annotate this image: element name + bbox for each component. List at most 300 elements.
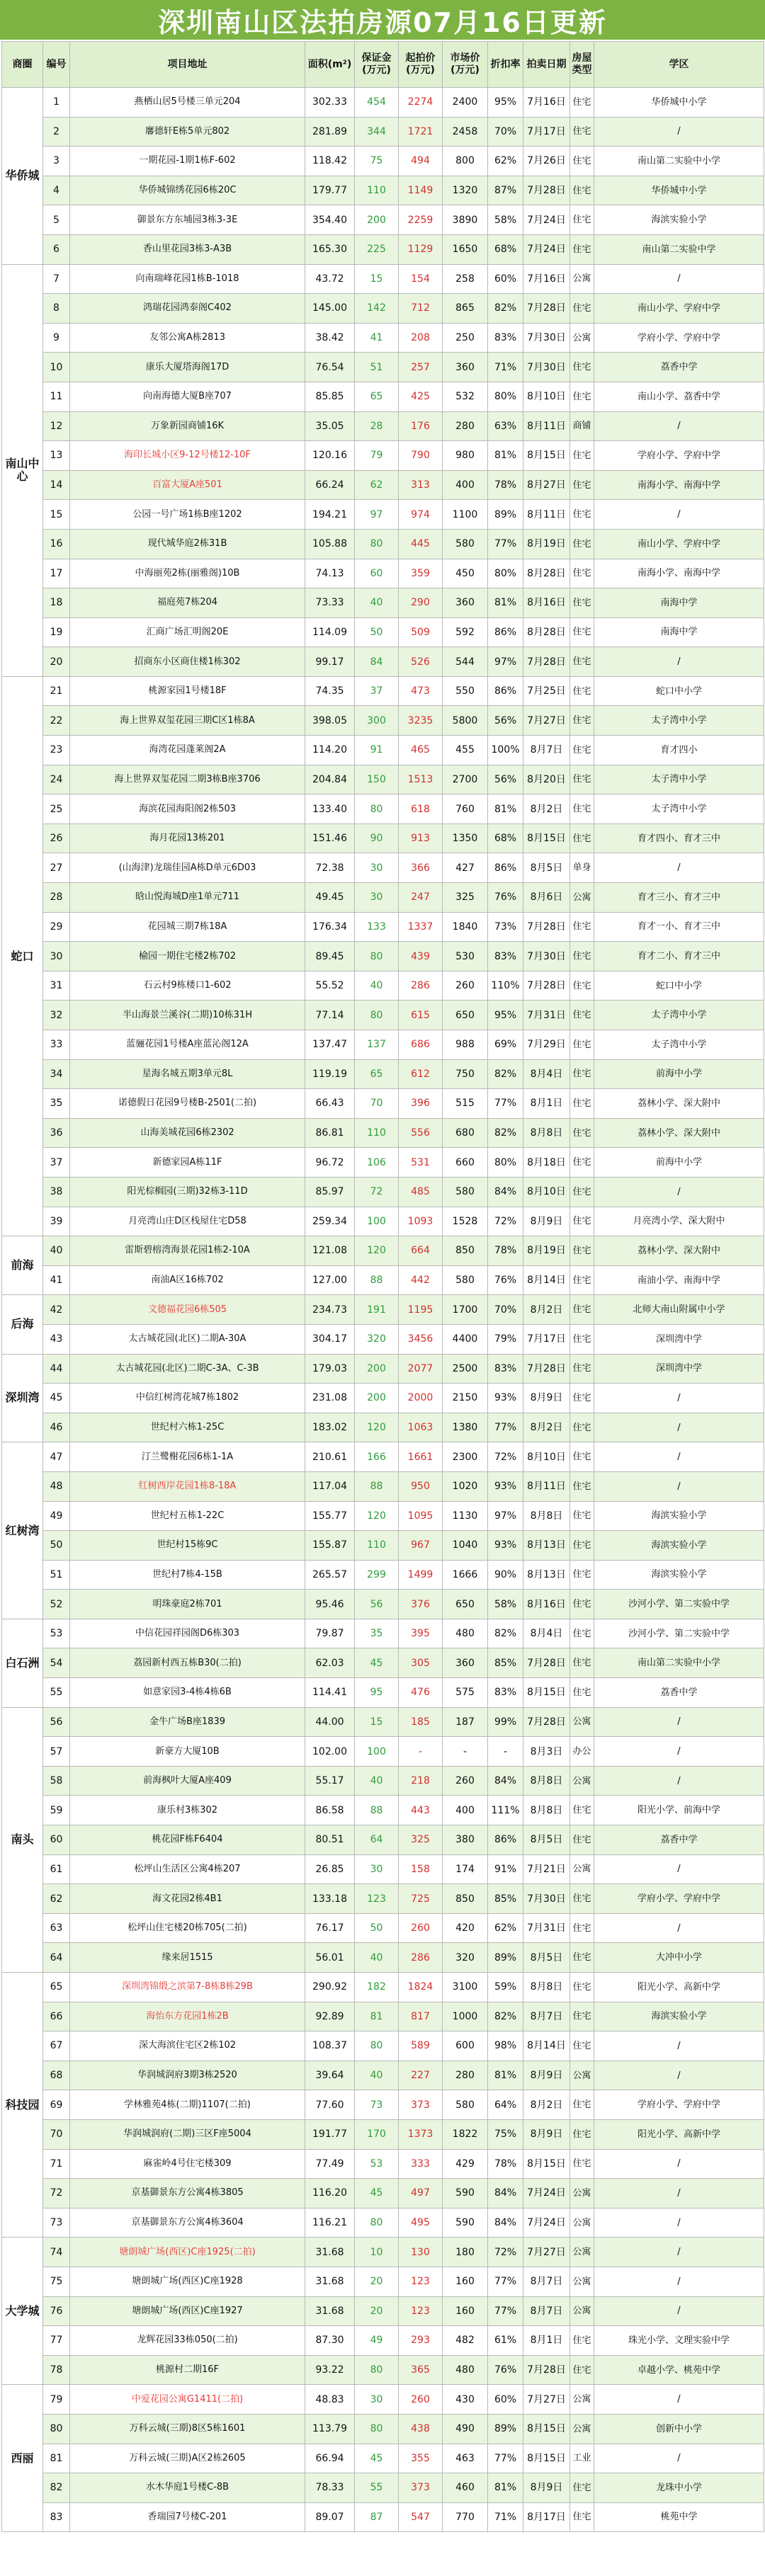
project-cell: 金牛广场B座1839 [70, 1707, 305, 1737]
school-cell: 海滨实验小学 [594, 1531, 764, 1561]
date-cell: 7月16日 [523, 88, 570, 118]
area-cell: 231.08 [305, 1384, 355, 1413]
table-row [2, 500, 764, 530]
date-cell: 8月9日 [523, 1384, 570, 1413]
deposit-cell: 320 [355, 1324, 399, 1354]
discount-cell: 60% [488, 2385, 523, 2415]
discount-cell: 63% [488, 411, 523, 441]
market-price-cell: 400 [443, 1796, 488, 1825]
start-price-cell: 3456 [399, 1324, 443, 1354]
area-cell: 281.89 [305, 117, 355, 147]
date-cell: 7月21日 [523, 1854, 570, 1884]
type-cell: 住宅 [570, 912, 594, 942]
deposit-cell: 55 [355, 2473, 399, 2503]
discount-cell: 82% [488, 1118, 523, 1148]
type-cell: 住宅 [570, 971, 594, 1001]
start-price-cell: 817 [399, 2002, 443, 2031]
area-cell: 56.01 [305, 1943, 355, 1973]
area-cell: 259.34 [305, 1207, 355, 1236]
start-price-cell: 158 [399, 1854, 443, 1884]
type-cell: 公寓 [570, 2385, 594, 2415]
date-cell: 7月31日 [523, 1001, 570, 1030]
table-row [2, 1766, 764, 1796]
date-cell: 8月28日 [523, 617, 570, 647]
area-cell: 118.42 [305, 147, 355, 176]
discount-cell: 75% [488, 2119, 523, 2149]
table-row [2, 765, 764, 794]
number-cell: 48 [43, 1471, 70, 1501]
type-cell: 住宅 [570, 1295, 594, 1325]
number-cell: 73 [43, 2208, 70, 2238]
table-row [2, 1973, 764, 2002]
start-price-cell: 260 [399, 1913, 443, 1943]
project-cell: 世纪村六栋1-25C [70, 1413, 305, 1442]
deposit-cell: 70 [355, 1089, 399, 1119]
area-cell: 304.17 [305, 1324, 355, 1354]
district-cell: 蛇口 [2, 676, 43, 1236]
area-cell: 76.17 [305, 1913, 355, 1943]
discount-cell: 93% [488, 1531, 523, 1561]
market-price-cell: 590 [443, 2179, 488, 2209]
market-price-cell: 1020 [443, 1471, 488, 1501]
type-cell: 公寓 [570, 2179, 594, 2209]
deposit-cell: 49 [355, 2326, 399, 2356]
school-cell: 育才四小、育才三中 [594, 823, 764, 853]
table-row [2, 617, 764, 647]
project-cell: 水木华庭1号楼C-8B [70, 2473, 305, 2503]
date-cell: 8月16日 [523, 1590, 570, 1619]
table-row [2, 1943, 764, 1973]
type-cell: 住宅 [570, 1089, 594, 1119]
number-cell: 35 [43, 1089, 70, 1119]
table-row [2, 1089, 764, 1119]
area-cell: 55.52 [305, 971, 355, 1001]
page-title: 深圳南山区法拍房源07月16日更新 [0, 0, 765, 40]
area-cell: 62.03 [305, 1648, 355, 1678]
market-price-cell: 480 [443, 2355, 488, 2385]
deposit-cell: 100 [355, 1207, 399, 1236]
market-price-cell: 430 [443, 2385, 488, 2415]
school-cell: / [594, 2149, 764, 2179]
table-row [2, 794, 764, 824]
market-price-cell: 530 [443, 942, 488, 971]
date-cell: 8月14日 [523, 2031, 570, 2061]
date-cell: 7月28日 [523, 1648, 570, 1678]
project-cell: 塘朗城广场(西区)C座1928 [70, 2267, 305, 2296]
deposit-cell: 56 [355, 1590, 399, 1619]
deposit-cell: 65 [355, 1059, 399, 1089]
table-row [2, 2473, 764, 2503]
table-row [2, 1265, 764, 1295]
deposit-cell: 80 [355, 2208, 399, 2238]
type-cell: 住宅 [570, 1531, 594, 1561]
date-cell: 8月15日 [523, 2444, 570, 2473]
type-cell: 住宅 [570, 1796, 594, 1825]
number-cell: 47 [43, 1442, 70, 1472]
project-cell: 康乐大厦塔海阁17D [70, 353, 305, 382]
area-cell: 86.58 [305, 1796, 355, 1825]
area-cell: 92.89 [305, 2002, 355, 2031]
date-cell: 8月7日 [523, 2002, 570, 2031]
project-cell: 汇商广场汇明阁20E [70, 617, 305, 647]
area-cell: 66.43 [305, 1089, 355, 1119]
date-cell: 8月13日 [523, 1531, 570, 1561]
area-cell: 127.00 [305, 1265, 355, 1295]
date-cell: 8月2日 [523, 794, 570, 824]
start-price-cell: 1373 [399, 2119, 443, 2149]
table-row [2, 971, 764, 1001]
school-cell: / [594, 2267, 764, 2296]
number-cell: 69 [43, 2090, 70, 2120]
project-cell: 向南海德大厦B座707 [70, 382, 305, 411]
number-cell: 46 [43, 1413, 70, 1442]
discount-cell: 80% [488, 382, 523, 411]
number-cell: 61 [43, 1854, 70, 1884]
market-price-cell: 575 [443, 1678, 488, 1708]
discount-cell: 72% [488, 1442, 523, 1472]
school-cell: 阳光小学、前海中学 [594, 1796, 764, 1825]
discount-cell: 72% [488, 1207, 523, 1236]
number-cell: 64 [43, 1943, 70, 1973]
deposit-cell: 45 [355, 2444, 399, 2473]
district-cell: 前海 [2, 1236, 43, 1295]
project-cell: 海印长城小区9-12号楼12-10F [70, 441, 305, 471]
table-row [2, 470, 764, 500]
type-cell: 住宅 [570, 1207, 594, 1236]
date-cell: 7月24日 [523, 2208, 570, 2238]
header-market-price: 市场价(万元) [443, 42, 488, 88]
school-cell: 学府小学、学府中学 [594, 1884, 764, 1914]
type-cell: 住宅 [570, 1030, 594, 1060]
table-row [2, 647, 764, 677]
area-cell: 77.49 [305, 2149, 355, 2179]
project-cell: 花园城三期7栋18A [70, 912, 305, 942]
market-price-cell: 1528 [443, 1207, 488, 1236]
table-row [2, 912, 764, 942]
date-cell: 7月28日 [523, 912, 570, 942]
area-cell: 155.77 [305, 1501, 355, 1531]
type-cell: 住宅 [570, 1560, 594, 1590]
start-price-cell: 286 [399, 1943, 443, 1973]
deposit-cell: 65 [355, 382, 399, 411]
school-cell: 学府小学、学府中学 [594, 2090, 764, 2120]
type-cell: 住宅 [570, 117, 594, 147]
table-row [2, 1590, 764, 1619]
type-cell: 住宅 [570, 942, 594, 971]
discount-cell: 78% [488, 470, 523, 500]
discount-cell: 81% [488, 588, 523, 618]
table-row [2, 1177, 764, 1207]
date-cell: 7月17日 [523, 117, 570, 147]
number-cell: 41 [43, 1265, 70, 1295]
start-price-cell: 712 [399, 294, 443, 324]
area-cell: 113.79 [305, 2414, 355, 2444]
number-cell: 34 [43, 1059, 70, 1089]
number-cell: 26 [43, 823, 70, 853]
discount-cell: 89% [488, 1943, 523, 1973]
deposit-cell: 73 [355, 2090, 399, 2120]
deposit-cell: 40 [355, 2061, 399, 2090]
school-cell: / [594, 2444, 764, 2473]
number-cell: 45 [43, 1384, 70, 1413]
discount-cell: 111% [488, 1796, 523, 1825]
project-cell: 世纪村15栋9C [70, 1531, 305, 1561]
school-cell: 桃苑中学 [594, 2502, 764, 2532]
project-cell: 星海名城五期3单元8L [70, 1059, 305, 1089]
market-price-cell: 427 [443, 853, 488, 883]
project-cell: 榆园一期住宅楼2栋702 [70, 942, 305, 971]
market-price-cell: 1700 [443, 1295, 488, 1325]
number-cell: 28 [43, 883, 70, 913]
discount-cell: 86% [488, 853, 523, 883]
market-price-cell: 590 [443, 2208, 488, 2238]
discount-cell: 86% [488, 1825, 523, 1855]
market-price-cell: 1650 [443, 234, 488, 264]
start-price-cell: 227 [399, 2061, 443, 2090]
deposit-cell: 170 [355, 2119, 399, 2149]
discount-cell: 62% [488, 1913, 523, 1943]
number-cell: 17 [43, 559, 70, 588]
market-price-cell: 280 [443, 2061, 488, 2090]
table-row [2, 441, 764, 471]
market-price-cell: 865 [443, 294, 488, 324]
district-cell: 西丽 [2, 2385, 43, 2532]
number-cell: 56 [43, 1707, 70, 1737]
table-row [2, 2502, 764, 2532]
type-cell: 住宅 [570, 441, 594, 471]
number-cell: 6 [43, 234, 70, 264]
table-row [2, 88, 764, 118]
school-cell: 卓越小学、桃苑中学 [594, 2355, 764, 2385]
type-cell: 住宅 [570, 1678, 594, 1708]
type-cell: 住宅 [570, 765, 594, 794]
deposit-cell: 81 [355, 2002, 399, 2031]
school-cell: 太子湾中小学 [594, 794, 764, 824]
project-cell: 学林雅苑4栋(二期)1107(二拍) [70, 2090, 305, 2120]
number-cell: 67 [43, 2031, 70, 2061]
type-cell: 公寓 [570, 2238, 594, 2267]
discount-cell: 77% [488, 2267, 523, 2296]
project-cell: 万科云城(三期)A区2栋2605 [70, 2444, 305, 2473]
project-cell: 太古城花园(北区)二期A-30A [70, 1324, 305, 1354]
district-cell: 红树湾 [2, 1442, 43, 1619]
start-price-cell: 1149 [399, 176, 443, 205]
project-cell: 蓝骊花园1号楼A座蓝沁阁12A [70, 1030, 305, 1060]
table-row [2, 1207, 764, 1236]
number-cell: 81 [43, 2444, 70, 2473]
number-cell: 5 [43, 205, 70, 235]
school-cell: 华侨城中小学 [594, 88, 764, 118]
start-price-cell: 967 [399, 1531, 443, 1561]
deposit-cell: 88 [355, 1796, 399, 1825]
number-cell: 1 [43, 88, 70, 118]
deposit-cell: 80 [355, 2414, 399, 2444]
type-cell: 住宅 [570, 382, 594, 411]
deposit-cell: 80 [355, 2355, 399, 2385]
start-price-cell: 2259 [399, 205, 443, 235]
date-cell: 8月8日 [523, 1973, 570, 2002]
market-price-cell: 450 [443, 559, 488, 588]
table-row [2, 1619, 764, 1648]
discount-cell: 93% [488, 1471, 523, 1501]
market-price-cell: 544 [443, 647, 488, 677]
start-price-cell: 293 [399, 2326, 443, 2356]
area-cell: 74.35 [305, 676, 355, 706]
deposit-cell: 84 [355, 647, 399, 677]
area-cell: 93.22 [305, 2355, 355, 2385]
start-price-cell: 445 [399, 529, 443, 559]
header-row [2, 42, 764, 88]
start-price-cell: 130 [399, 2238, 443, 2267]
start-price-cell: 333 [399, 2149, 443, 2179]
project-cell: 海怡东方花园1栋2B [70, 2002, 305, 2031]
date-cell: 7月26日 [523, 147, 570, 176]
project-cell: 中爱花园公寓G1411(二拍) [70, 2385, 305, 2415]
market-price-cell: 490 [443, 2414, 488, 2444]
number-cell: 74 [43, 2238, 70, 2267]
deposit-cell: 344 [355, 117, 399, 147]
date-cell: 8月2日 [523, 1413, 570, 1442]
discount-cell: 68% [488, 823, 523, 853]
market-price-cell: 680 [443, 1118, 488, 1148]
project-cell: 深大海滨住宅区2栋102 [70, 2031, 305, 2061]
market-price-cell: 1100 [443, 500, 488, 530]
number-cell: 36 [43, 1118, 70, 1148]
discount-cell: 68% [488, 234, 523, 264]
number-cell: 12 [43, 411, 70, 441]
type-cell: 住宅 [570, 353, 594, 382]
date-cell: 8月2日 [523, 2090, 570, 2120]
deposit-cell: 40 [355, 1766, 399, 1796]
area-cell: 102.00 [305, 1737, 355, 1767]
school-cell: 太子湾中小学 [594, 765, 764, 794]
project-cell: 康乐村3栋302 [70, 1796, 305, 1825]
date-cell: 8月5日 [523, 853, 570, 883]
table-row [2, 382, 764, 411]
school-cell: 太子湾中小学 [594, 1030, 764, 1060]
area-cell: 72.38 [305, 853, 355, 883]
market-price-cell: 580 [443, 2090, 488, 2120]
date-cell: 7月16日 [523, 264, 570, 294]
school-cell: 沙河小学、第二实验中学 [594, 1619, 764, 1648]
header-discount: 折扣率 [488, 42, 523, 88]
project-cell: 福庭苑7栋204 [70, 588, 305, 618]
area-cell: 74.13 [305, 559, 355, 588]
deposit-cell: 35 [355, 1619, 399, 1648]
table-row [2, 2179, 764, 2209]
project-cell: 黁德轩E栋5单元802 [70, 117, 305, 147]
project-cell: 华润城润府3期3栋2520 [70, 2061, 305, 2090]
number-cell: 18 [43, 588, 70, 618]
start-price-cell: 485 [399, 1177, 443, 1207]
school-cell: 荔林小学、深大附中 [594, 1089, 764, 1119]
area-cell: 38.42 [305, 323, 355, 353]
market-price-cell: 2150 [443, 1384, 488, 1413]
type-cell: 住宅 [570, 1590, 594, 1619]
table-row [2, 1707, 764, 1737]
deposit-cell: 200 [355, 205, 399, 235]
project-cell: 汀兰鹭榭花园6栋1-1A [70, 1442, 305, 1472]
number-cell: 42 [43, 1295, 70, 1325]
project-cell: 世纪村五栋1-22C [70, 1501, 305, 1531]
type-cell: 住宅 [570, 1973, 594, 2002]
date-cell: 7月25日 [523, 676, 570, 706]
deposit-cell: 182 [355, 1973, 399, 2002]
discount-cell: 81% [488, 794, 523, 824]
district-cell: 南山中心 [2, 264, 43, 676]
area-cell: 265.57 [305, 1560, 355, 1590]
project-cell: 桃花园F栋F6404 [70, 1825, 305, 1855]
area-cell: 99.17 [305, 647, 355, 677]
market-price-cell: 980 [443, 441, 488, 471]
area-cell: 114.41 [305, 1678, 355, 1708]
discount-cell: 83% [488, 323, 523, 353]
table-row [2, 1236, 764, 1266]
type-cell: 住宅 [570, 529, 594, 559]
discount-cell: 84% [488, 2208, 523, 2238]
table-row [2, 1001, 764, 1030]
date-cell: 7月30日 [523, 323, 570, 353]
table-row [2, 1737, 764, 1767]
project-cell: 红树西岸花园1栋8-18A [70, 1471, 305, 1501]
deposit-cell: 200 [355, 1354, 399, 1384]
number-cell: 38 [43, 1177, 70, 1207]
school-cell: / [594, 2296, 764, 2326]
discount-cell: 77% [488, 2296, 523, 2326]
market-price-cell: 420 [443, 1913, 488, 1943]
number-cell: 65 [43, 1973, 70, 2002]
number-cell: 15 [43, 500, 70, 530]
start-price-cell: 247 [399, 883, 443, 913]
project-cell: 麻雀岭4号住宅楼309 [70, 2149, 305, 2179]
number-cell: 20 [43, 647, 70, 677]
discount-cell: 99% [488, 1707, 523, 1737]
table-row [2, 2296, 764, 2326]
market-price-cell: 455 [443, 736, 488, 765]
area-cell: 77.14 [305, 1001, 355, 1030]
area-cell: 179.77 [305, 176, 355, 205]
project-cell: 新德家园A栋11F [70, 1148, 305, 1178]
school-cell: 华侨城中小学 [594, 176, 764, 205]
discount-cell: 100% [488, 736, 523, 765]
table-row [2, 1825, 764, 1855]
number-cell: 76 [43, 2296, 70, 2326]
start-price-cell: 1093 [399, 1207, 443, 1236]
deposit-cell: 10 [355, 2238, 399, 2267]
date-cell: 7月28日 [523, 2355, 570, 2385]
start-price-cell: - [399, 1737, 443, 1767]
school-cell: 海滨实验小学 [594, 205, 764, 235]
table-row [2, 2414, 764, 2444]
start-price-cell: 476 [399, 1678, 443, 1708]
project-cell: 太古城花园(北区)二期C-3A、C-3B [70, 1354, 305, 1384]
deposit-cell: 454 [355, 88, 399, 118]
start-price-cell: 497 [399, 2179, 443, 2209]
start-price-cell: 686 [399, 1030, 443, 1060]
area-cell: 105.88 [305, 529, 355, 559]
start-price-cell: 1337 [399, 912, 443, 942]
table-row [2, 1324, 764, 1354]
start-price-cell: 465 [399, 736, 443, 765]
number-cell: 43 [43, 1324, 70, 1354]
start-price-cell: 438 [399, 2414, 443, 2444]
market-price-cell: 3890 [443, 205, 488, 235]
school-cell: / [594, 2385, 764, 2415]
type-cell: 住宅 [570, 1265, 594, 1295]
table-row [2, 1531, 764, 1561]
school-cell: 南海小学、南海中学 [594, 559, 764, 588]
area-cell: 114.20 [305, 736, 355, 765]
